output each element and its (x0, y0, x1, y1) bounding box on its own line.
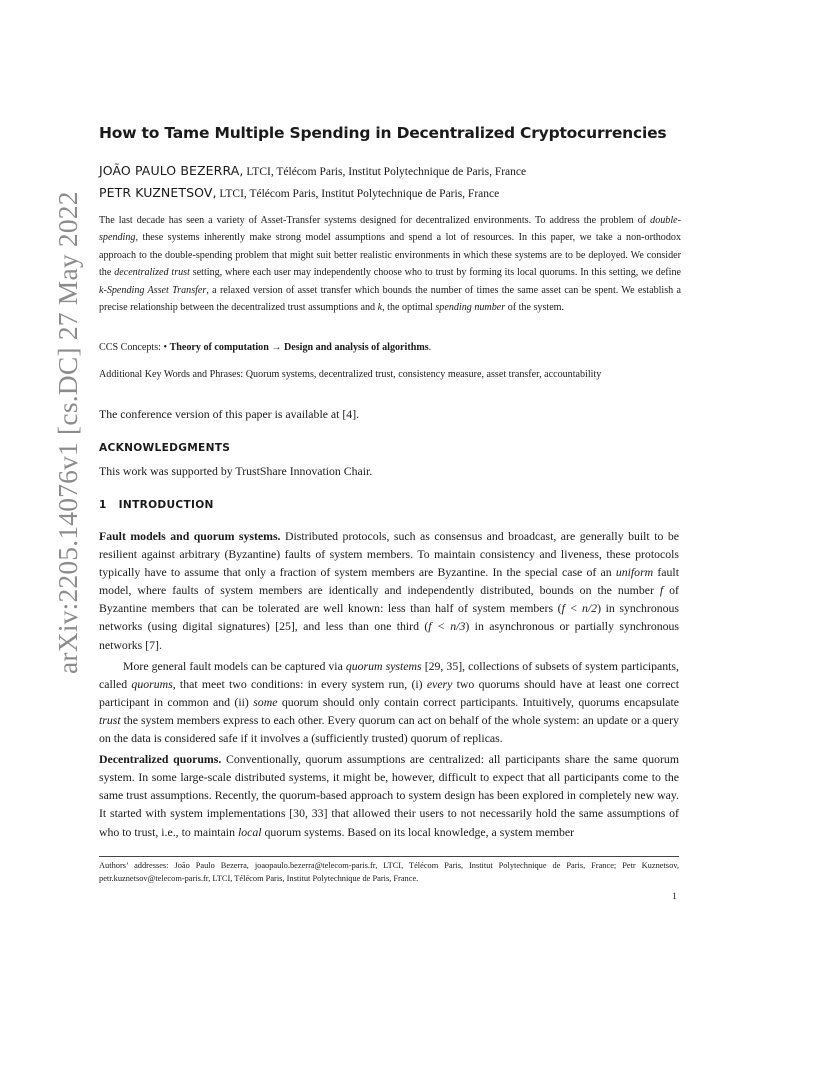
paragraph-emphasis: quorum systems (345, 658, 422, 673)
page-number: 1 (672, 892, 677, 902)
section-heading-introduction (99, 499, 214, 511)
abstract-emphasis: spending number (435, 302, 506, 314)
paragraph-lead: Fault models and quorum systems. (99, 529, 281, 543)
paragraph-emphasis: local (237, 824, 262, 839)
abstract-emphasis: k-Spending Asset Transfer (99, 284, 207, 296)
paragraph-decentralized-quorums (99, 750, 679, 840)
paragraph-text: ) in synchronous networks (using digital signatures) [25], and less than one third ( (99, 601, 680, 634)
paragraph-emphasis: every (426, 676, 453, 691)
author-1-affiliation: LTCI, Télécom Paris, Institut Polytechnique de Paris, France (243, 166, 527, 178)
paragraph-text: fault model, where faults of system members are identically and independently distributed, bounds on the number (99, 565, 679, 598)
abstract-emphasis: double-spending (99, 215, 681, 244)
acknowledgments-text: This work was supported by TrustShare Innovation Chair. (99, 464, 373, 478)
arxiv-stamp (18, 191, 83, 674)
ccs-concept: Theory of computation → Design and analysis of algorithms (169, 342, 429, 353)
paper-title: How to Tame Multiple Spending in Decentralized Cryptocurrencies (99, 124, 667, 142)
abstract (99, 212, 681, 316)
paragraph-text: More general fault models can be captured via (123, 658, 346, 673)
keywords: Additional Key Words and Phrases: Quorum systems, decentralized trust, consistency measure, asset transfer, accountability (99, 369, 602, 380)
paragraph-text: [29, 35], collections of subsets of system participants, called (99, 658, 679, 691)
paragraph-text: ) in asynchronous or partially synchronous networks [7]. (99, 619, 679, 652)
paragraph-lead: Decentralized quorums. (99, 752, 222, 767)
author-1 (99, 163, 719, 179)
abstract-text: , a relaxed version of asset transfer which bounds the number of times the same asset can be spent. We establish a precise relationship between the decentralized trust assumptions and (99, 284, 681, 314)
paragraph-text: quorum should only contain correct participants. Intuitively, quorums encapsulate (277, 694, 680, 709)
ccs-concepts (99, 342, 699, 353)
paragraph-text: quorum systems. Based on its local knowledge, a system member (261, 824, 575, 839)
paragraph-text: Conventionally, quorum assumptions are centralized: all participants share the same quorum system. In some large-scale distributed systems, it might be, however, difficult to expect that all participants come to the same trust assumptions. Recently, the quorum-based approach to system design has been explored in completely new way. It started with system implementations [30, 33] that allowed their users to not necessarily hold the same assumptions of who to trust, i.e., to maintain (99, 752, 680, 839)
paragraph-text: , that meet two conditions: in every system run, (i) (172, 676, 427, 691)
abstract-emphasis: decentralized trust (114, 267, 190, 279)
ccs-label: CCS Concepts: • (99, 342, 170, 353)
footnote-authors-addresses: Authors’ addresses: João Paulo Bezerra, joaopaulo.bezerra@telecom-paris.fr, LTCI, Télécom Paris, Institut Polytechnique de Paris, France; Petr Kuznetsov, petr.kuznetsov@telecom-paris.fr, LTCI, Télécom Paris, Institut Polytechnique de Paris, France. (99, 861, 679, 884)
introduction-body (99, 527, 679, 841)
author-2-name: PETR KUZNETSOV, (99, 185, 217, 200)
abstract-text: , the optimal (382, 302, 436, 314)
abstract-emphasis: k (377, 302, 383, 314)
abstract-text: The last decade has seen a variety of Asset-Transfer systems designed for decentralized environments. To address the problem of (99, 215, 651, 226)
section-title: INTRODUCTION (118, 499, 214, 511)
paragraph-text: of Byzantine members that can be tolerated are well known: less than half of system members ( (99, 583, 679, 616)
math-inline: f < n/2 (561, 601, 598, 616)
math-inline: f (659, 583, 664, 598)
paragraph-text: the system members express to each other. Every quorum can act on behalf of the whole system: an update or a query on the data is considered safe if it involves a (sufficiently trusted) quorum of replicas. (99, 712, 679, 746)
paragraph-text: Distributed protocols, such as consensus and broadcast, are generally built to be resilient against arbitrary (Byzantine) faults of system members. To maintain consistency and liveness, these protocols typically have to assume that only a fraction of system members are Byzantine. In the special case of an (99, 529, 679, 580)
acknowledgments-heading: ACKNOWLEDGMENTS (99, 442, 231, 454)
abstract-text: , these systems inherently make strong model assumptions and spend a lot of resources. In this paper, we take a non-orthodox approach to the double-spending problem that might suit better realistic environments in which these systems are to be deployed. We consider the (99, 232, 681, 279)
paragraph-quorum-systems (99, 657, 679, 747)
arxiv-identifier: arXiv:2205.14076v1 [cs.DC] 27 May 2022 (52, 191, 83, 674)
paragraph-emphasis: trust (99, 712, 121, 727)
paragraph-emphasis: some (253, 694, 278, 709)
author-2-affiliation: LTCI, Télécom Paris, Institut Polytechnique de Paris, France (216, 188, 500, 200)
conference-note: The conference version of this paper is available at [4]. (99, 407, 360, 421)
author-1-name: JOÃO PAULO BEZERRA, (99, 163, 244, 178)
paragraph-text: two quorums should have at least one correct participant in common and (ii) (99, 676, 679, 709)
math-inline: f < n/3 (428, 619, 466, 634)
ccs-end: . (428, 342, 432, 353)
author-2 (99, 185, 719, 201)
paragraph-emphasis: quorums (131, 676, 173, 691)
abstract-text: setting, where each user may independently choose who to trust by forming its local quorums. In this setting, we define (189, 267, 681, 279)
paragraph-fault-models (99, 527, 679, 654)
footnote-rule (99, 856, 679, 857)
paragraph-emphasis: uniform (615, 565, 654, 580)
abstract-text: of the system. (505, 302, 565, 314)
section-number: 1 (99, 499, 107, 511)
